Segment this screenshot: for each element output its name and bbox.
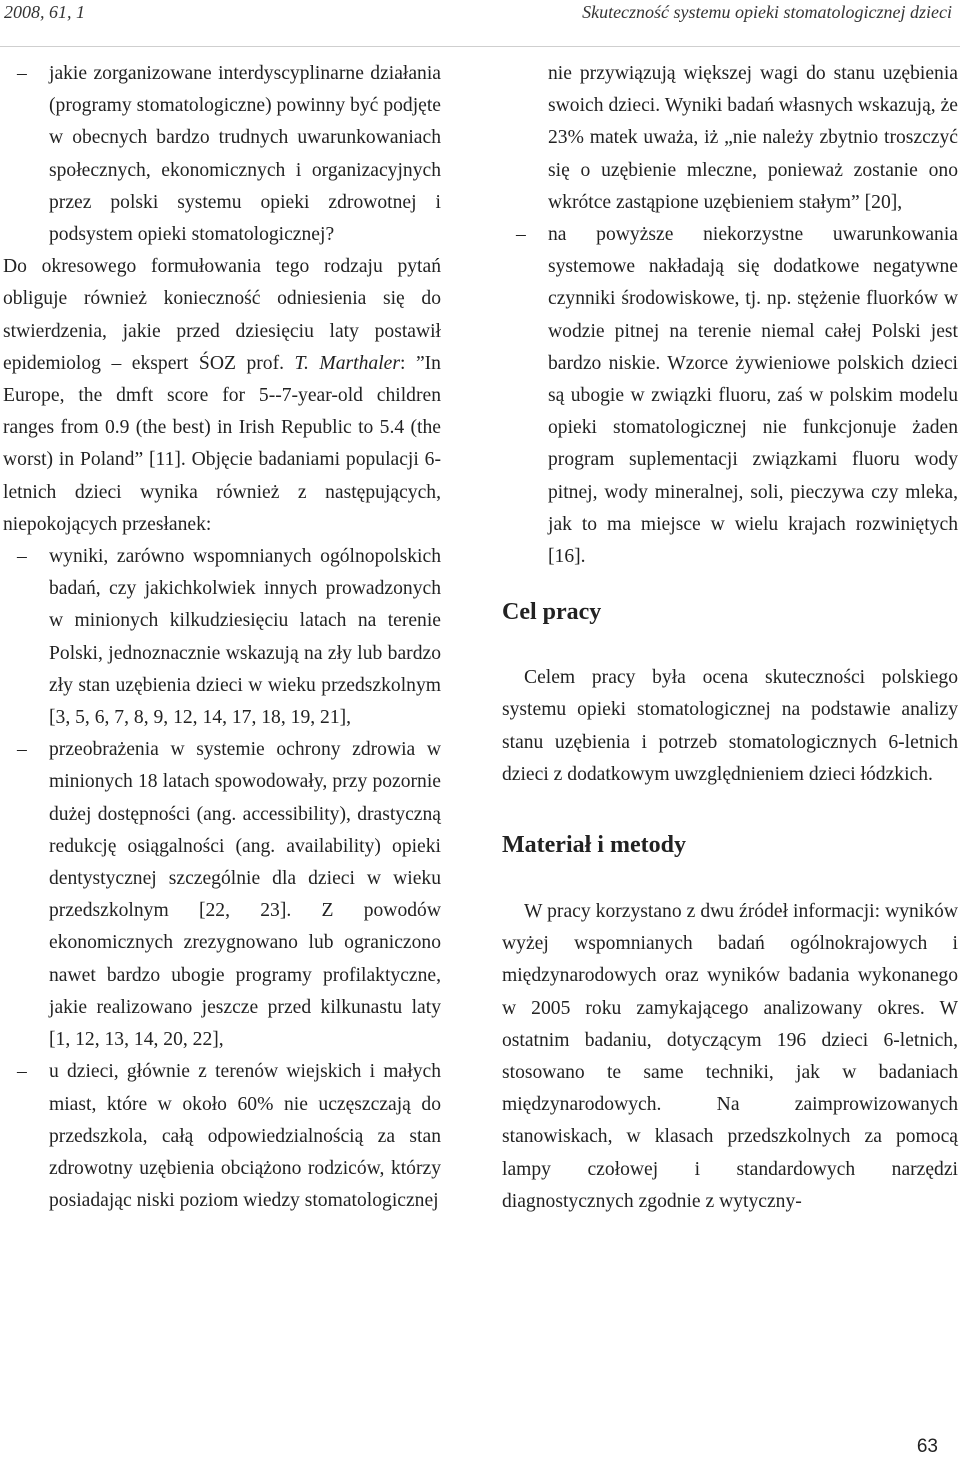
dash-bullet: – bbox=[516, 224, 526, 246]
running-header bbox=[0, 0, 960, 47]
list-item-text: u dzieci, głównie z terenów wiejskich i małych miast, które w około 60% nie uczęszczają do przedszkola, całą odpowiedzialnością za stan zdrowotny uzębienia obciążono rodziców, którzy posiadając niski poziom wiedzy stomatologicznej bbox=[49, 1061, 441, 1212]
right-column bbox=[502, 58, 958, 1218]
list-item-text: nie przywiązują większej wagi do stanu uzębienia swoich dzieci. Wyniki badań własnych wskazują, że 23% matek uważa, iż „nie należy zbytnio troszczyć się o uzębienie mleczne, ponieważ zostanie ono wkrótce zastąpione uzębieniem stałym” [20], bbox=[548, 63, 958, 213]
list-item-text: wyniki, zarówno wspomnianych ogólnopolskich badań, czy jakichkolwiek innych prowadzonych w minionych kilkudziesięciu latach na terenie Polski, jednoznacznie wskazują na zły lub bardzo zły stan uzębienia dzieci w wieku przedszkolnym [3, 5, 6, 7, 8, 9, 12, 14, 17, 18, 19, 21], bbox=[49, 546, 441, 729]
list-continued bbox=[502, 58, 958, 573]
left-column bbox=[3, 58, 441, 1217]
list-item-text: jakie zorganizowane interdyscyplinarne działania (programy stomatologiczne) powinny być podjęte w obecnych bardzo trudnych uwarunkowaniach społecznych, ekonomicznych i organizacyjnych przez polski systemu opieki zdrowotnej i podsystem opieki stomatologicznej? bbox=[49, 63, 441, 246]
list-item bbox=[3, 1056, 441, 1217]
list-reasons bbox=[3, 541, 441, 1217]
journal-issue: 2008, 61, 1 bbox=[4, 2, 85, 22]
list-item-text: na powyższe niekorzystne uwarunkowania systemowe nakładają się dodatkowe negatywne czynniki środowiskowe, tj. np. stężenie fluorków w wodzie pitnej na terenie niemal całej Polski jest bardzo niskie. Wzorce żywieniowe polskich dzieci są ubogie w związki fluoru, zaś w polskim modelu opieki stomatologicznej nie funkcjonuje żaden program suplementacji związkami fluoru wody pitnej, wody mineralnej, soli, pieczywa czy mleka, jak to ma miejsce w wielu krajach rozwiniętych [16]. bbox=[548, 224, 958, 568]
list-item-text: przeobrażenia w systemie ochrony zdrowia w minionych 18 latach spowodowały, przy pozornie dużej dostępności (ang. accessibility), drastyczną redukcję osiągalności (ang. availability) opieki dentystycznej szczególnie dla dzieci w wieku przedszkolnym [22, 23]. Z powodów ekonomicznych zrezygnowano lub ograniczono nawet bardzo ubogie programy profilaktyczne, jakie realizowano jeszcze przed kilkunastu laty [1, 12, 13, 14, 20, 22], bbox=[49, 739, 441, 1051]
list-item bbox=[502, 219, 958, 573]
list-item bbox=[3, 734, 441, 1056]
section-heading-methods: Materiał i metody bbox=[502, 832, 686, 859]
section-paragraph-aim: Celem pracy była ocena skuteczności polskiego systemu opieki stomatologicznej na podstawie analizy stanu uzębienia i potrzeb stomatologicznych 6-letnich dzieci z dodatkowym uwzględnieniem dzieci łódzkich. bbox=[502, 667, 958, 785]
dash-bullet: – bbox=[17, 1061, 27, 1083]
list-item bbox=[3, 58, 441, 251]
paragraph-text-a: Do okresowego formułowania tego rodzaju pytań obliguje również konieczność odniesienia się do stwierdzenia, jakie przed dziesięciu laty postawił epidemiolog – ekspert ŚOZ prof. bbox=[3, 256, 441, 374]
dash-bullet: – bbox=[17, 739, 27, 761]
page-number: 63 bbox=[916, 1436, 938, 1457]
list-item-continued bbox=[502, 58, 958, 219]
section-heading-aim: Cel pracy bbox=[502, 599, 602, 626]
dash-bullet: – bbox=[17, 546, 27, 568]
list-top bbox=[3, 58, 441, 251]
section-paragraph-methods: W pracy korzystano z dwu źródeł informacji: wyników wyżej wspomnianych badań ogólnokrajowych i międzynarodowych oraz wyników badania wykonanego w 2005 roku zamykającego analizowany okres. W ostatnim badaniu, dotyczącym 196 dzieci 6-letnich, stosowano te same techniki, jak w badaniach międzynarodowych. Na zaimprowizowanych stanowiskach, w klasach przedszkolnych za pomocą lampy czołowej i standardowych narzędzi diagnostycznych zgodnie z wytyczny- bbox=[502, 901, 958, 1212]
dash-bullet: – bbox=[17, 63, 27, 84]
author-name: T. Marthaler bbox=[294, 352, 400, 374]
running-title: Skuteczność systemu opieki stomatologicznej dzieci bbox=[582, 2, 952, 22]
paragraph-text-b: : ”In Europe, the dmft score for 5--7-year-old children ranges from 0.9 (the best) in Irish Republic to 5.4 (the worst) in Poland” [11]. Objęcie badaniami populacji 6-letnich dzieci wynika również z następujących, niepokojących przesłanek: bbox=[3, 352, 441, 535]
list-item bbox=[3, 541, 441, 734]
paragraph bbox=[3, 251, 441, 541]
